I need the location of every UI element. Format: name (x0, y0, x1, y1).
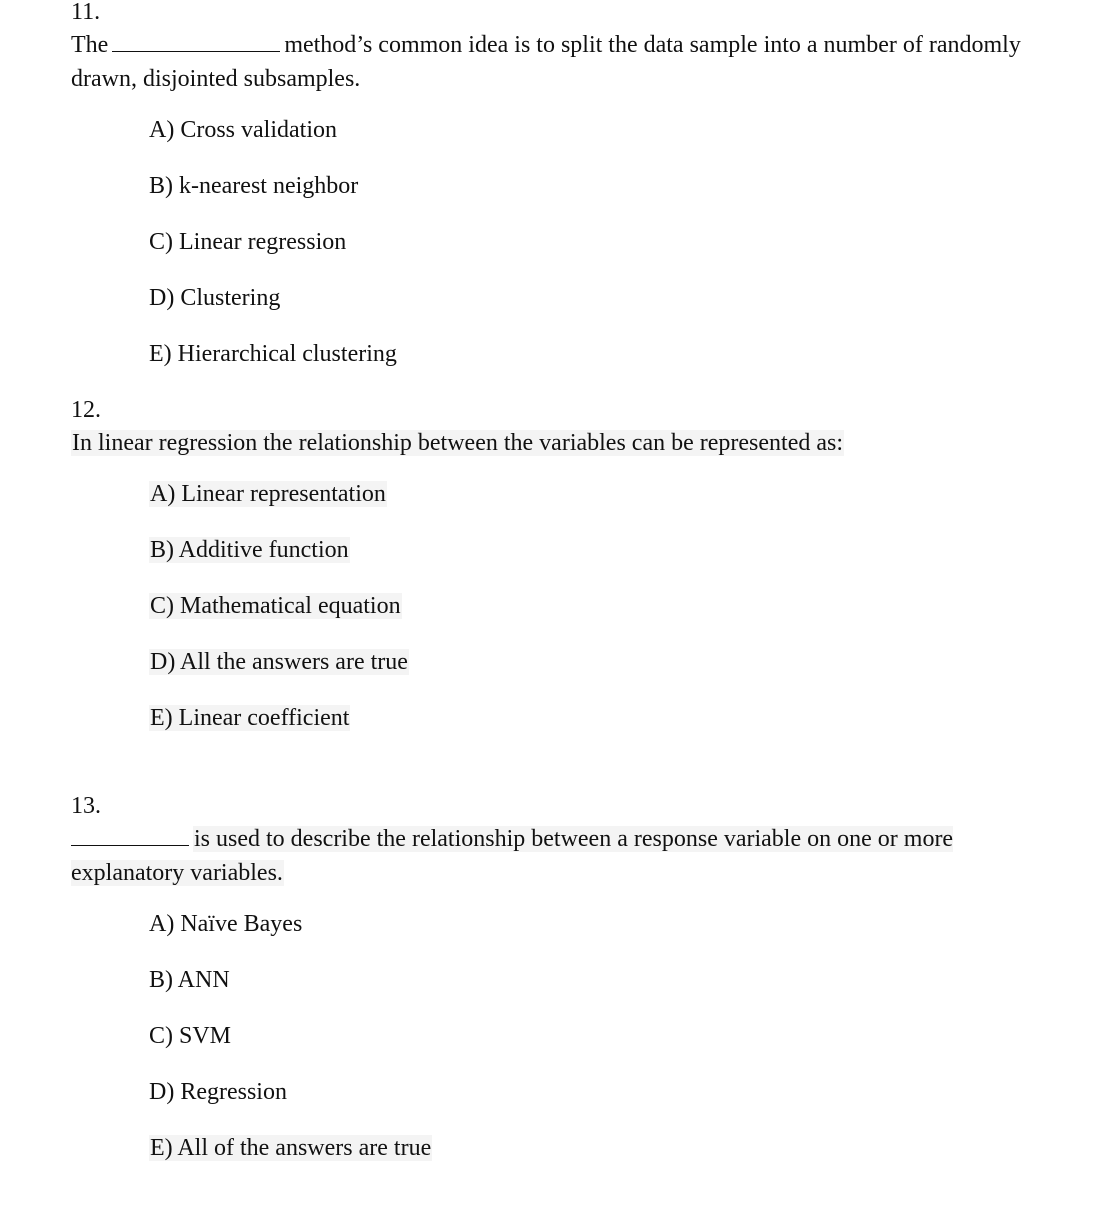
answer-options (149, 478, 1031, 734)
question-stem (71, 28, 1031, 96)
question-13 (71, 792, 1031, 1164)
question-number: 11. (71, 0, 101, 25)
question-number: 12. (71, 397, 101, 423)
stem-text-after: method’s common idea is to split the data sample into a number of randomly drawn, disjointed subsamples. (71, 32, 1021, 92)
option-a[interactable] (149, 478, 1031, 510)
option-a-label: A) Linear representation (150, 481, 386, 507)
answer-blank (71, 827, 189, 846)
option-d[interactable] (149, 646, 1031, 678)
answer-options (149, 908, 1031, 1164)
question-stem (71, 822, 1031, 890)
option-b[interactable]: B) ANN (149, 967, 230, 993)
option-b[interactable] (149, 534, 1031, 566)
question-12 (71, 396, 1031, 734)
question-11 (71, 0, 1031, 370)
option-c[interactable]: C) SVM (149, 1023, 232, 1049)
option-a[interactable]: A) Cross validation (149, 117, 337, 143)
option-e-label: E) All of the answers are true (150, 1135, 432, 1161)
option-b-label: B) Additive function (150, 537, 349, 563)
stem-text-before: The (71, 32, 109, 58)
option-d[interactable]: D) Regression (149, 1079, 287, 1105)
option-c-label: C) Mathematical equation (150, 593, 401, 619)
option-e[interactable]: E) Hierarchical clustering (149, 341, 397, 367)
option-b[interactable]: B) k-nearest neighbor (149, 173, 359, 199)
answer-options (149, 114, 1031, 370)
question-stem (71, 426, 1031, 460)
option-d-label: D) All the answers are true (150, 649, 408, 675)
question-number: 13. (71, 793, 101, 819)
option-e[interactable] (149, 702, 1031, 734)
option-c[interactable] (149, 590, 1031, 622)
option-e[interactable] (149, 1132, 1031, 1164)
stem-text-after: is used to describe the relationship between a response variable on one or more explanatory variables. (71, 826, 954, 886)
option-d[interactable]: D) Clustering (149, 285, 281, 311)
option-e-label: E) Linear coefficient (150, 705, 350, 731)
stem-text: In linear regression the relationship between the variables can be represented as: (72, 430, 844, 456)
option-a[interactable]: A) Naïve Bayes (149, 911, 303, 937)
option-c[interactable]: C) Linear regression (149, 229, 347, 255)
answer-blank (112, 33, 280, 52)
